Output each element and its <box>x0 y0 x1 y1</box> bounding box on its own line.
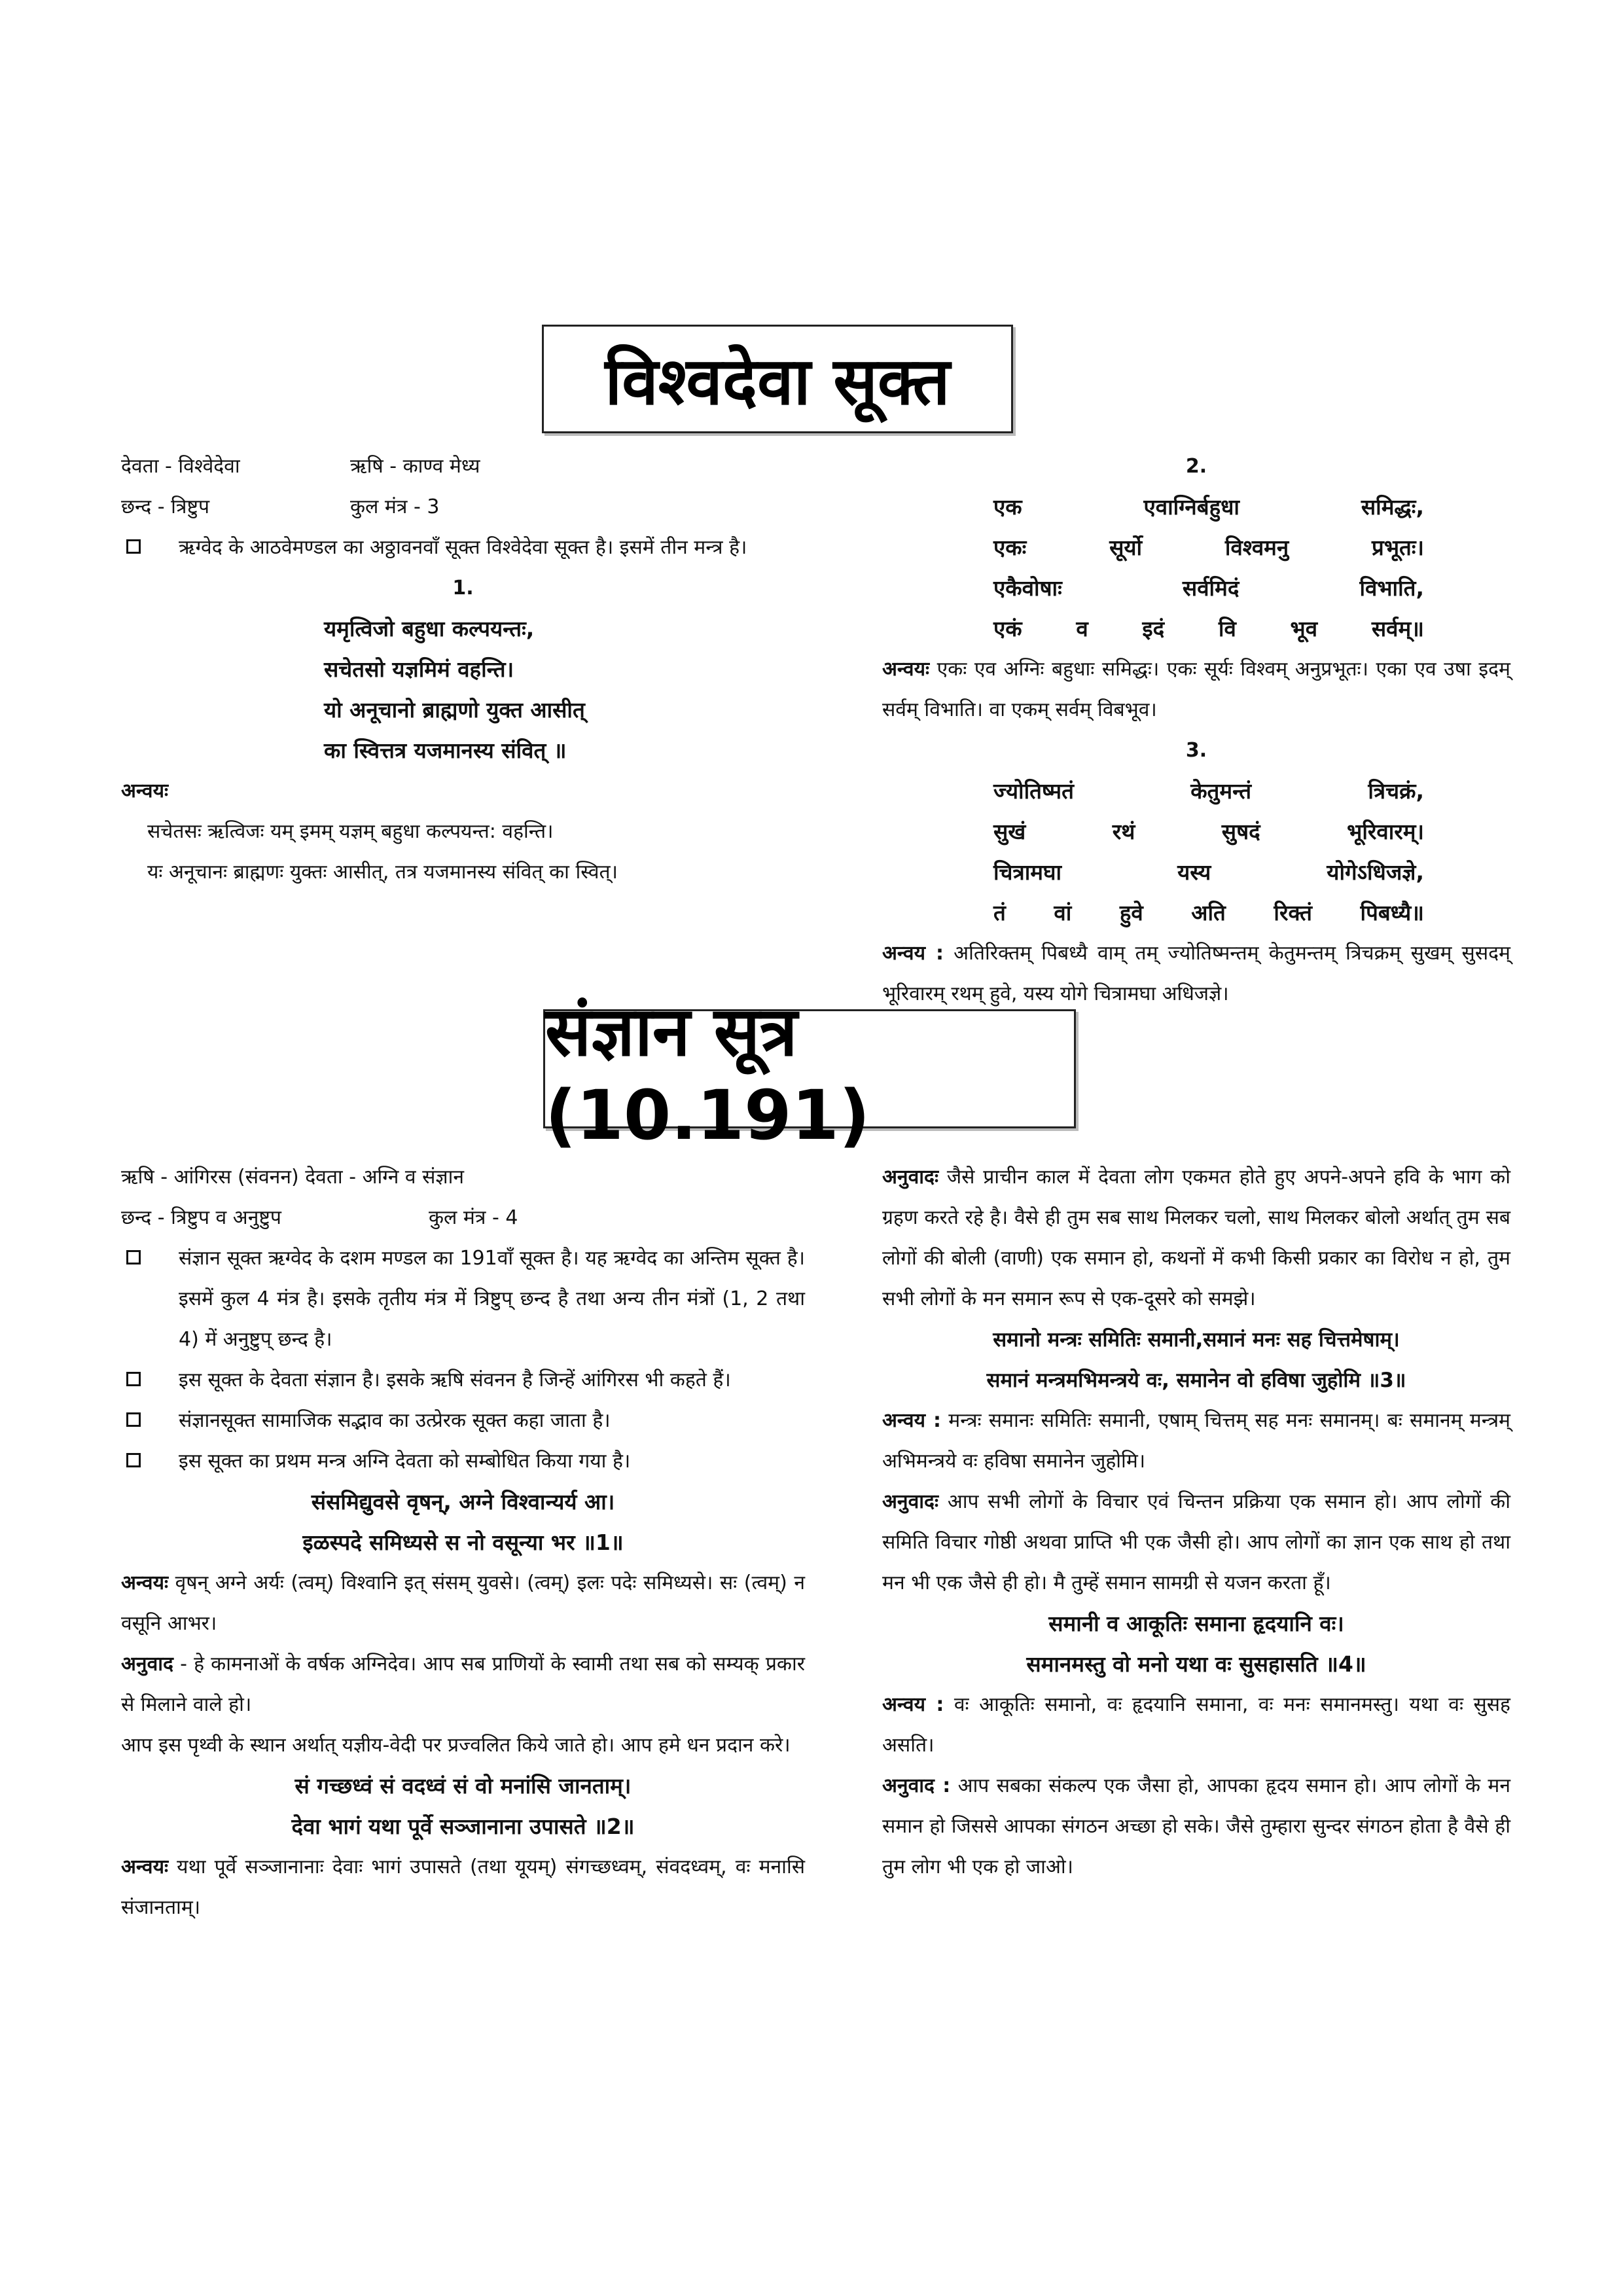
section1-verse1-anvay-label: अन्वयः <box>121 780 169 802</box>
section2-mantra1-anuvad-text: - हे कामनाओं के वर्षक अग्निदेव। आप सब प्राणियों के स्वामी तथा सब को सम्यक् प्रकार से मिलाने वाले हो। <box>121 1653 805 1716</box>
checkbox-bullet-icon <box>126 1453 141 1467</box>
section2-mantra1-anvay-text: वृषन् अग्ने अर्यः (त्वम्) विश्वानि इत् संसम् युवसे। (त्वम्) इलः पदेः समिध्यसे। सः (त्वम्) न वसूनि आभर। <box>121 1571 805 1635</box>
section2-mantra4-anvay <box>882 1685 1510 1766</box>
section1-verse2-line: एकः सूर्यो विश्वमनु प्रभूतः। <box>993 535 1424 560</box>
section2-mantra2-anvay <box>121 1847 805 1928</box>
section2-mantra3-line: समानो मन्त्रः समितिः समानी,समानं मनः सह चित्तमेषाम्। <box>993 1328 1400 1352</box>
section2-bullet <box>121 1360 805 1401</box>
section1-bullet <box>121 528 805 568</box>
section2-mantra3-line: समानं मन्त्रमभिमन्त्रये वः, समानेन वो हविषा जुहोमि ॥3॥ <box>986 1369 1406 1392</box>
section2-mantra2-anvay-label: अन्वयः <box>121 1856 169 1878</box>
section2-mantra4-anuvad <box>882 1766 1510 1888</box>
section2-mantra1-anvay-label: अन्वयः <box>121 1571 169 1594</box>
section2-mantra3-anvay-label: अन्वय : <box>882 1409 942 1432</box>
section1-verse3-line: सुखं रथं सुषदं भूरिवारम्। <box>993 819 1424 844</box>
section1-kul-mantra: कुल मंत्र - 3 <box>350 495 440 518</box>
section1-verse1-line: सचेतसो यज्ञमिमं वहन्ति। <box>324 656 514 682</box>
section2-kul-mantra: कुल मंत्र - 4 <box>429 1206 518 1229</box>
section2-right-column <box>882 1157 1510 1888</box>
section2-bullet <box>121 1401 805 1441</box>
section1-verse3-number: 3. <box>1185 739 1207 762</box>
section2-meta-row <box>121 1198 805 1238</box>
section2-mantra1-anuvad-label: अनुवाद <box>121 1653 173 1676</box>
section2-mantra1-anuvad-cont: आप इस पृथ्वी के स्थान अर्थात् यज्ञीय-वेदी पर प्रज्वलित किये जाते हो। आप हमे धन प्रदान करे। <box>121 1734 791 1757</box>
section1-title: विश्वदेवा सूक्त <box>542 325 1013 433</box>
section1-verse1-number: 1. <box>452 577 474 600</box>
section1-verse2-line: एकं व इदं वि भूव सर्वम्॥ <box>993 616 1424 641</box>
checkbox-bullet-icon <box>126 1412 141 1427</box>
section2-mantra4-line: समानमस्तु वो मनो यथा वः सुसहासति ॥4॥ <box>1026 1651 1366 1677</box>
section1-verse2-anvay-label: अन्वयः <box>882 658 930 681</box>
section1-verse2-line: एक एवाग्निर्बहुधा समिद्धः, <box>993 494 1424 520</box>
section2-mantra2-anvay-text: यथा पूर्वे सञ्जानानाः देवाः भागं उपासते (तथा यूयम्) संगच्छध्वम्, संवदध्वम्, वः मनासि संजानताम्। <box>121 1856 806 1919</box>
checkbox-bullet-icon <box>126 1250 141 1265</box>
section1-verse1-anvay-line: यः अनूचानः ब्राह्मणः युक्तः आसीत्, तत्र यजमानस्य संवित् का स्वित्। <box>147 861 618 884</box>
section1-verse1-line: यो अनूचानो ब्राह्मणो युक्त आसीत् <box>324 697 585 723</box>
section1-rishi: ऋषि - काण्व मेध्य <box>350 455 480 478</box>
checkbox-bullet-icon <box>126 539 141 554</box>
section2-bullet-text: संज्ञानसूक्त सामाजिक सद्भाव का उत्प्रेरक सूक्त कहा जाता है। <box>179 1409 611 1432</box>
section2-mantra1-anuvad <box>121 1644 805 1725</box>
section2-mantra1-anvay <box>121 1563 805 1644</box>
section2-mantra1-line: संसमिद्युवसे वृषन्, अग्ने विश्वान्यर्य आ। <box>311 1489 615 1515</box>
section2-mantra2-anuvad-label: अनुवादः <box>882 1166 939 1189</box>
section2-mantra4-anvay-label: अन्वय : <box>882 1693 944 1716</box>
section2-mantra3-anvay-text: मन्त्रः समानः समितिः समानी, एषाम् चित्तम् सह मनः समानम्। बः समानम् मन्त्रम् अभिमन्त्रये वः हविषा समानेन जुहोमि। <box>882 1409 1510 1473</box>
section2-left-column <box>121 1157 805 1928</box>
section2-mantra4-anvay-text: वः आकूतिः समानो, वः हृदयानि समाना, वः मनः समानमस्तु। यथा वः सुसह असति। <box>882 1693 1510 1757</box>
section2-mantra3-anvay <box>882 1401 1510 1482</box>
section2-title: संज्ञान सूत्र (10.191) <box>543 1009 1076 1128</box>
section1-verse3-line: ज्योतिष्मतं केतुमन्तं त्रिचक्रं, <box>993 778 1424 804</box>
section2-rishi-devata: ऋषि - आंगिरस (संवनन) देवता - अग्नि व संज्ञान <box>121 1166 465 1189</box>
section2-bullet-text: इस सूक्त के देवता संज्ञान है। इसके ऋषि संवनन है जिन्हें आंगिरस भी कहते हैं। <box>179 1369 731 1391</box>
section1-chhand: छन्द - त्रिष्टुप <box>121 495 210 518</box>
section1-verse3-line: तं वां हुवे अति रिक्तं पिबध्यै॥ <box>993 900 1424 925</box>
section2-mantra4-line: समानी व आकूतिः समाना हृदयानि वः। <box>1048 1611 1344 1636</box>
section1-right-column <box>882 446 1510 1014</box>
section2-bullet-text: संज्ञान सूक्त ऋग्वेद के दशम मण्डल का 191वाँ सूक्त है। यह ऋग्वेद का अन्तिम सूक्त है। इसमें कुल 4 मंत्र है। इसके तृतीय मंत्र में त्रिष्टुप् छन्द है तथा अन्य तीन मंत्रों (1, 2 तथा 4) में अनुष्टुप् छन्द है। <box>179 1247 805 1351</box>
section1-verse3-anvay-label: अन्वय : <box>882 942 944 965</box>
section2-mantra2-line: सं गच्छध्वं सं वदध्वं सं वो मनांसि जानताम्। <box>294 1773 632 1799</box>
section1-verse1-line: यमृत्विजो बहुधा कल्पयन्तः, <box>324 616 535 641</box>
section2-bullet-text: इस सूक्त का प्रथम मन्त्र अग्नि देवता को सम्बोधित किया गया है। <box>179 1450 631 1473</box>
section1-verse2-anvay-text: एकः एव अग्निः बहुधाः समिद्धः। एकः सूर्यः विश्वम् अनुप्रभूतः। एका एव उषा इदम् सर्वम् विभाति। वा एकम् सर्वम् विबभूव। <box>882 658 1510 721</box>
section2-mantra1-line: इळस्पदे समिध्यसे स नो वसून्या भर ॥1॥ <box>302 1530 624 1555</box>
section2-mantra3-anuvad-text: आप सभी लोगों के विचार एवं चिन्तन प्रक्रिया एक समान हो। आप लोगों की समिति विचार गोष्ठी अथवा प्राप्ति भी एक जैसी हो। आप लोगों का ज्ञान एक साथ हो तथा मन भी एक जैसे ही हो। मै तुम्हें समान सामग्री से यजन करता हूँ। <box>882 1490 1510 1594</box>
section1-verse2-anvay <box>882 649 1510 730</box>
section1-meta-row-2 <box>121 487 805 528</box>
section1-meta-row-1 <box>121 446 805 487</box>
section2-mantra4-anuvad-label: अनुवाद : <box>882 1774 951 1797</box>
section1-bullet-text: ऋग्वेद के आठवेमण्डल का अठ्ठावनवाँ सूक्त विश्वेदेवा सूक्त है। इसमें तीन मन्त्र है। <box>179 536 747 559</box>
section2-mantra2-anuvad <box>882 1157 1510 1319</box>
section2-bullet <box>121 1441 805 1482</box>
section1-devata: देवता - विश्वेदेवा <box>121 455 240 478</box>
section1-left-column <box>121 446 805 893</box>
section1-verse2-number: 2. <box>1185 455 1207 478</box>
section1-verse1-line: का स्वित्तत्र यजमानस्य संवित् ॥ <box>324 738 567 763</box>
section2-bullet <box>121 1238 805 1360</box>
section1-verse2-line: एकैवोषाः सर्वमिदं विभाति, <box>993 575 1424 601</box>
section2-mantra2-anuvad-text: जैसे प्राचीन काल में देवता लोग एकमत होते हुए अपने-अपने हवि के भाग को ग्रहण करते रहे है। वैसे ही तुम सब साथ मिलकर चलो, साथ मिलकर बोलो अर्थात् तुम सब लोगों की बोली (वाणी) एक समान हो, कथनों में कभी किसी प्रकार का विरोध न हो, तुम सभी लोगों के मन समान रूप से एक-दूसरे को समझे। <box>882 1166 1510 1310</box>
section2-chhand: छन्द - त्रिष्टुप व अनुष्टुप <box>121 1206 281 1229</box>
checkbox-bullet-icon <box>126 1372 141 1386</box>
section1-verse3-anvay-text: अतिरिक्तम् पिबध्यै वाम् तम् ज्योतिष्मन्तम् केतुमन्तम् त्रिचक्रम् सुखम् सुसदम् भूरिवारम् रथम् हुवे, यस्य योगे चित्रामघा अधिजज्ञे। <box>882 942 1510 1005</box>
section1-verse1-anvay-line: सचेतसः ऋत्विजः यम् इमम् यज्ञम् बहुधा कल्पयन्त: वहन्ति। <box>147 820 554 843</box>
section1-verse3-line: चित्रामघा यस्य योगेऽधिजज्ञे, <box>993 859 1424 885</box>
section2-mantra2-line: देवा भागं यथा पूर्वे सञ्जानाना उपासते ॥2॥ <box>291 1814 635 1839</box>
section2-mantra3-anuvad <box>882 1482 1510 1604</box>
section2-mantra3-anuvad-label: अनुवादः <box>882 1490 939 1513</box>
section2-mantra4-anuvad-text: आप सबका संकल्प एक जैसा हो, आपका हृदय समान हो। आप लोगों के मन समान हो जिससे आपका संगठन अच्छा हो सके। जैसे तुम्हारा सुन्दर संगठन होता है वैसे ही तुम लोग भी एक हो जाओ। <box>882 1774 1510 1878</box>
